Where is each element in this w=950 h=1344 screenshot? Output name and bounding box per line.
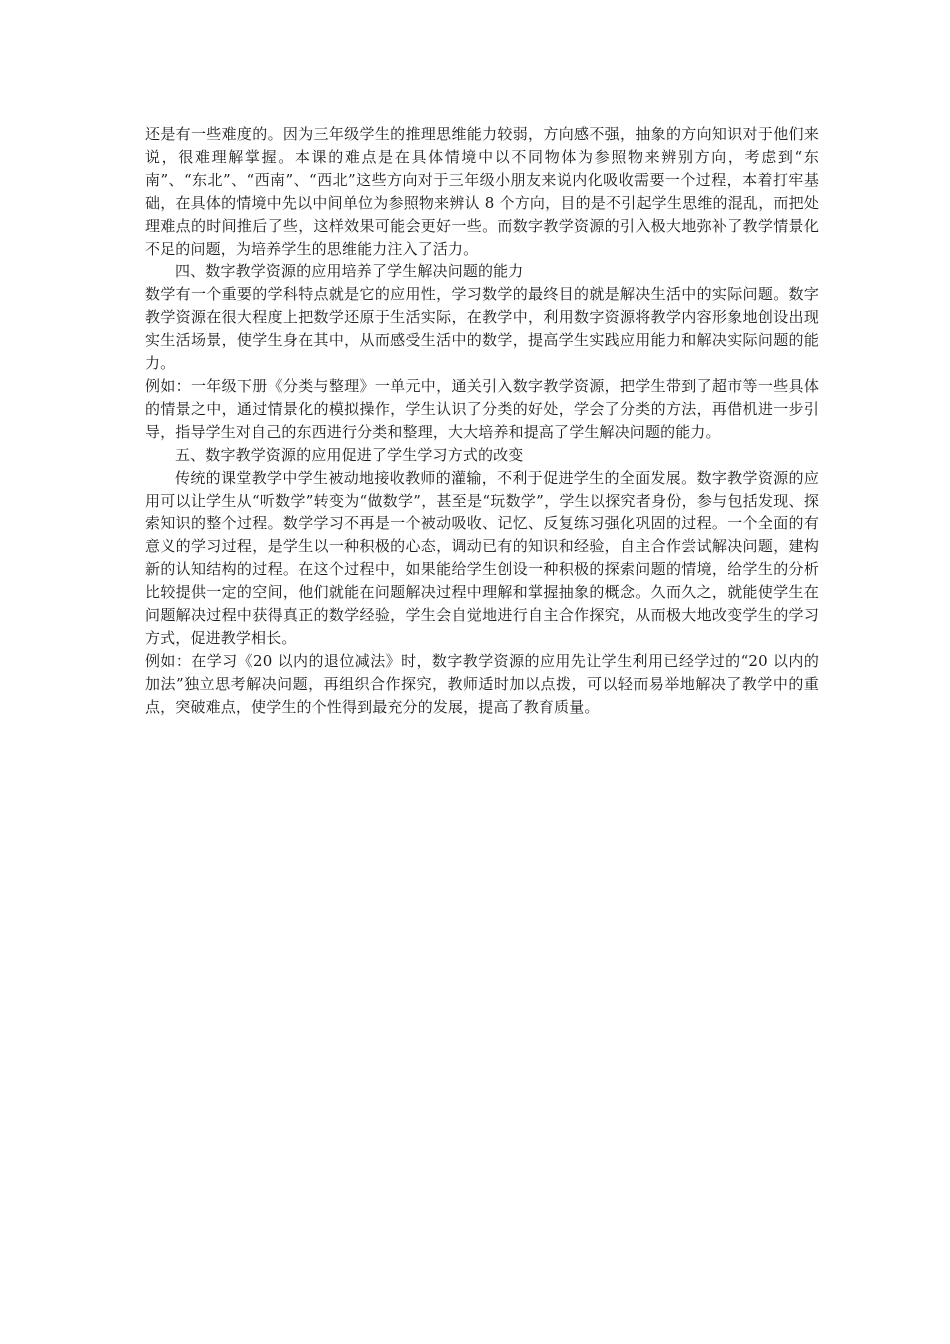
document-page (145, 123, 819, 719)
paragraph-example-subtraction: 例如：在学习《20 以内的退位减法》时，数字教学资源的应用先让学生利用已经学过的“20 以内的加法”独立思考解决问题，再组织合作探究，教师适时加以点拨，可以轻而易举地解决了教学中的重点，突破难点，使学生的个性得到最充分的发展，提高了教育质量。 (145, 651, 819, 716)
paragraph-continued-difficulty: 还是有一些难度的。因为三年级学生的推理思维能力较弱，方向感不强，抽象的方向知识对于他们来说，很难理解掌握。本课的难点是在具体情境中以不同物体为参照物来辨别方向，考虑到“东南”、“东北”、“西南”、“西北”这些方向对于三年级小朋友来说内化吸收需要一个过程，本着打牢基础，在具体的情境中先以中间单位为参照物来辨认 8 个方向，目的是不引起学生思维的混乱，而把处理难点的时间推后了些，这样效果可能会更好一些。而数字教学资源的引入极大地弥补了教学情景化不足的问题，为培养学生的思维能力注入了活力。 (145, 125, 819, 258)
paragraph-application: 数学有一个重要的学科特点就是它的应用性，学习数学的最终目的就是解决生活中的实际问题。数字教学资源在很大程度上把数学还原于生活实际，在教学中，利用数字资源将教学内容形象地创设出现实生活场景，使学生身在其中，从而感受生活中的数学，提高学生实践应用能力和解决实际问题的能力。 (145, 285, 819, 373)
paragraph-learning-style: 传统的课堂教学中学生被动地接收教师的灌输，不利于促进学生的全面发展。数字教学资源的应用可以让学生从“听数学”转变为“做数学”，甚至是“玩数学”，学生以探究者身份，参与包括发现、探索知识的整个过程。数学学习不再是一个被动吸收、记忆、反复练习强化巩固的过程。一个全面的有意义的学习过程，是学生以一种积极的心态，调动已有的知识和经验，自主合作尝试解决问题，建构新的认知结构的过程。在这个过程中，如果能给学生创设一种积极的探索问题的情境，给学生的分析比较提供一定的空间，他们就能在问题解决过程中理解和掌握抽象的概念。久而久之，就能使学生在问题解决过程中获得真正的数学经验，学生会自觉地进行自主合作探究，从而极大地改变学生的学习方式，促进教学相长。 (145, 468, 819, 647)
section-heading-four: 四、数字教学资源的应用培养了学生解决问题的能力 (175, 262, 524, 281)
paragraph-example-classification: 例如：一年级下册《分类与整理》一单元中，通关引入数字教学资源，把学生带到了超市等一些具体的情景之中，通过情景化的模拟操作，学生认识了分类的好处，学会了分类的方法，再借机进一步引导，指导学生对自己的东西进行分类和整理，大大培养和提高了学生解决问题的能力。 (145, 376, 819, 441)
section-heading-five: 五、数字教学资源的应用促进了学生学习方式的改变 (175, 445, 524, 464)
